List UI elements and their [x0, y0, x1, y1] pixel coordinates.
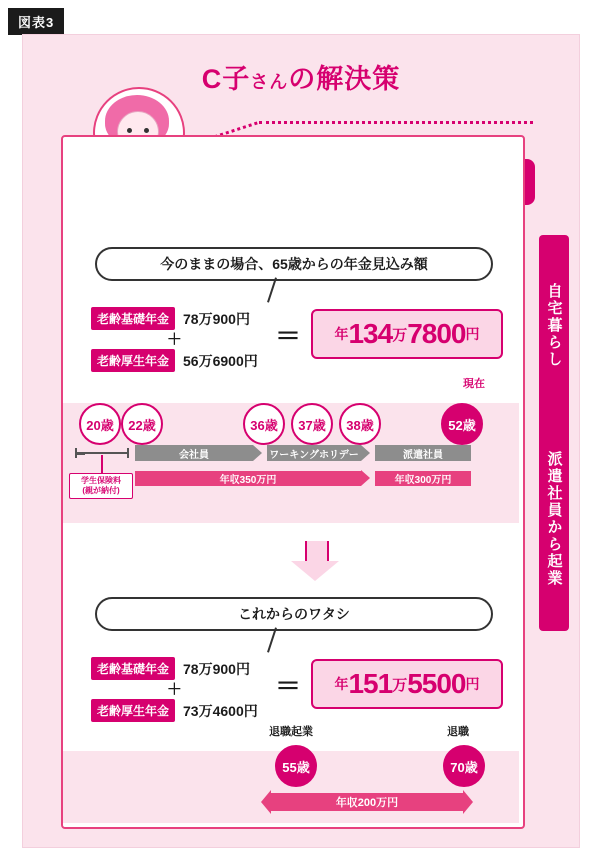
timeline1-segment-dispatch — [375, 445, 471, 461]
section1-formula-row1 — [91, 307, 258, 330]
section1-employee-pension-value: 56万6900円 — [183, 352, 258, 369]
section1-result-number1: 134 — [348, 318, 393, 349]
timeline1-student-note-line1: 学生保険料 — [81, 476, 121, 485]
section1-basic-pension-label: 老齢基礎年金 — [91, 307, 175, 330]
timeline1-axis-student — [75, 452, 129, 454]
connector-dotted-horizontal — [259, 121, 533, 126]
section2-basic-pension-label: 老齢基礎年金 — [91, 657, 175, 680]
timeline2-age-55-text: 55歳 — [282, 759, 310, 775]
section1-result-prefix: 年 — [334, 326, 349, 342]
section1-equals-sign: ＝ — [275, 321, 302, 351]
timeline2-age-70 — [443, 745, 485, 787]
timeline1-segment-company-arrow-icon — [253, 445, 262, 461]
section2-formula-row2 — [91, 699, 258, 722]
timeline1-income2-bar — [375, 471, 471, 486]
timeline1-now-label: 現在 — [463, 378, 485, 390]
timeline1-income2-label: 年収300万円 — [394, 475, 452, 486]
timeline1-age-52-text: 52歳 — [448, 417, 476, 433]
avatar-eye-left-icon — [127, 128, 132, 133]
timeline1-segment-company — [135, 445, 253, 461]
timeline2-event2-label: 退職 — [447, 726, 469, 738]
poster-panel — [22, 34, 580, 848]
section2-result-number2: 5500 — [407, 668, 466, 699]
timeline2-income-bar — [271, 793, 463, 811]
flow-arrow-down-head — [291, 561, 339, 581]
timeline1-age-36 — [243, 403, 285, 445]
timeline1-age-22 — [121, 403, 163, 445]
section1-formula — [91, 305, 258, 374]
timeline1-age-22-text: 22歳 — [128, 417, 156, 433]
timeline1-segment-wh-arrow-icon — [361, 445, 370, 461]
section1-employee-pension-label: 老齢厚生年金 — [91, 349, 175, 372]
timeline1-income1-label: 年収350万円 — [219, 475, 277, 486]
section2-result-prefix: 年 — [334, 676, 349, 692]
timeline2-age-55 — [275, 745, 317, 787]
section2-employee-pension-value: 73万4600円 — [183, 702, 258, 719]
section1-formula-row2 — [91, 349, 258, 372]
section1-plus-sign: ＋ — [166, 331, 182, 348]
page-title-main: C子 — [201, 64, 251, 94]
section2-basic-pension-value: 78万900円 — [183, 660, 250, 677]
section2-result-number1: 151 — [348, 668, 393, 699]
section1-result — [311, 309, 503, 359]
section1-result-mid: 万 — [392, 326, 408, 344]
flow-arrow-down-body — [305, 541, 329, 563]
timeline1-age-52 — [441, 403, 483, 445]
section2-result-mid: 万 — [392, 676, 408, 694]
timeline1-age-20 — [79, 403, 121, 445]
timeline2-event1-label: 退職起業 — [269, 726, 313, 738]
timeline1-student-connector — [101, 455, 103, 473]
page-title-rest: の解決策 — [288, 64, 401, 94]
timeline1-age-36-text: 36歳 — [250, 417, 278, 433]
timeline1-student-note — [69, 473, 133, 499]
timeline1-segment-dispatch-label: 派遣社員 — [403, 449, 443, 461]
timeline1-income1-arrow-icon — [361, 470, 370, 486]
section1-result-number2: 7800 — [407, 318, 466, 349]
side-tab-home-living: 自宅暮らし — [539, 235, 569, 415]
timeline1-segment-company-label: 会社員 — [179, 449, 209, 461]
section2-formula — [91, 655, 258, 724]
timeline1-age-38-text: 38歳 — [346, 417, 374, 433]
section1-basic-pension-value: 78万900円 — [183, 310, 250, 327]
section1-heading: 今のままの場合、65歳からの年金見込み額 — [95, 247, 493, 281]
timeline2-income-arrow-left-icon — [261, 790, 271, 814]
timeline1-age-37 — [291, 403, 333, 445]
timeline2-income-arrow-right-icon — [463, 790, 473, 814]
section2-employee-pension-label: 老齢厚生年金 — [91, 699, 175, 722]
timeline1-income1-bar — [135, 471, 361, 486]
avatar-eye-right-icon — [144, 128, 149, 133]
page-title-suffix: さん — [250, 72, 289, 92]
timeline1-segment-workingholiday-label: ワーキングホリデー — [269, 449, 359, 461]
section2-plus-sign: ＋ — [166, 681, 182, 698]
section2-formula-row1 — [91, 657, 258, 680]
section2-heading: これからのワタシ — [95, 597, 493, 631]
timeline1-age-38 — [339, 403, 381, 445]
figure-tag: 図表3 — [8, 8, 64, 35]
section2-result-suffix: 円 — [465, 676, 480, 692]
timeline1-segment-workingholiday — [267, 445, 361, 461]
timeline2-income-label: 年収200万円 — [335, 797, 399, 809]
side-tab-startup: 派遣社員から起業 — [539, 407, 569, 631]
timeline2-age-70-text: 70歳 — [450, 759, 478, 775]
section1-result-suffix: 円 — [465, 326, 480, 342]
timeline1-age-37-text: 37歳 — [298, 417, 326, 433]
section2-equals-sign: ＝ — [275, 671, 302, 701]
section2-result — [311, 659, 503, 709]
timeline1-student-note-line2: (親が納付) — [82, 486, 120, 495]
timeline1-age-20-text: 20歳 — [86, 417, 114, 433]
